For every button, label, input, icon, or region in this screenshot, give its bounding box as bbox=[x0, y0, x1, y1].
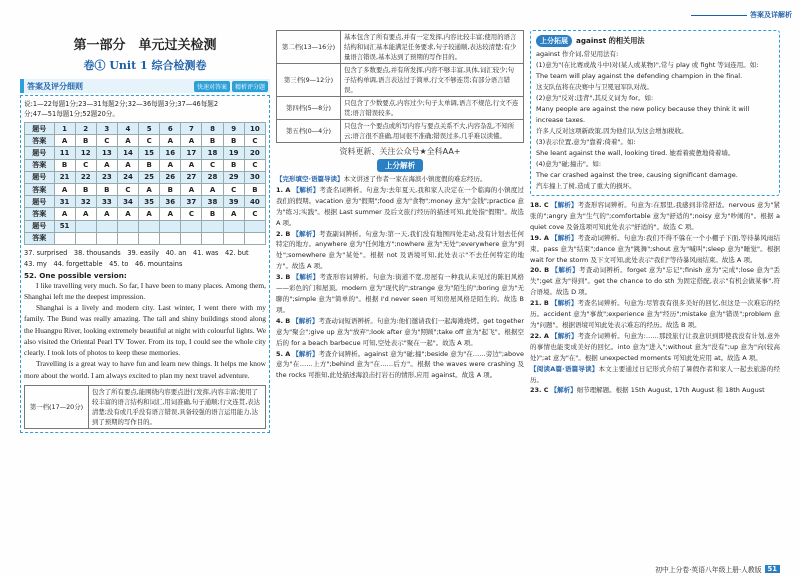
answer-grid-cell bbox=[244, 232, 265, 244]
answer-grid-cell: 3 bbox=[96, 123, 117, 135]
answer-grid-cell: A bbox=[160, 135, 181, 147]
answer-grid-row bbox=[25, 183, 266, 195]
answer-grid-cell: 51 bbox=[54, 220, 75, 232]
rubric-table-right bbox=[276, 30, 524, 143]
answer-grid-cell: 19 bbox=[223, 147, 244, 159]
answer-grid-row bbox=[25, 123, 266, 135]
answer-grid-cell: 13 bbox=[96, 147, 117, 159]
score-line: 分;47—51每题1分;52题20分。 bbox=[24, 110, 119, 118]
extension-header bbox=[536, 35, 774, 47]
badge-quick: 快速对答案 bbox=[194, 81, 230, 92]
answer-grid-cell: 27 bbox=[181, 171, 202, 183]
question-number: 3. B bbox=[276, 273, 291, 282]
answer-grid-cell bbox=[181, 232, 202, 244]
question-number: 5. A bbox=[276, 349, 291, 358]
answer-grid-cell: 39 bbox=[223, 196, 244, 208]
answer-grid-cell: 36 bbox=[160, 196, 181, 208]
analysis-text: 考查形容词辨析。句意为:在那里,我感到非常舒适。nervous 意为"紧张的";angry 意为"生气的";comfortable 意为"舒适的";noisy 意为"吵闹的"。根据 a quiet cove 及备选项可知此处表示"舒适的"。故选 C 项。 bbox=[530, 201, 780, 231]
answer-grid-cell: A bbox=[54, 208, 75, 220]
answer-grid-cell: A bbox=[139, 183, 160, 195]
answer-grid-row bbox=[25, 232, 266, 244]
answer-grid-cell: B bbox=[202, 208, 223, 220]
answer-grid-cell: 38 bbox=[202, 196, 223, 208]
answer-grid-cell: A bbox=[181, 135, 202, 147]
answer-grid-cell: A bbox=[139, 208, 160, 220]
answer-grid-cell: B bbox=[223, 135, 244, 147]
extension-line: (4)意为"碰;撞击"。如: bbox=[536, 160, 602, 168]
answer-grid-cell: B bbox=[223, 159, 244, 171]
analysis-text: 考查介词辨析。句意为:……那段旅行让我意识到即使我没有计划,意外的事情也能变成美好的回忆。into 意为"进入";without 意为"没有";up 意为"向(较高处)";at 意为"在"。根据 unexpected moments 可知此处应用 at。故选 A 项。 bbox=[530, 331, 780, 362]
answer-grid-cell: 2 bbox=[75, 123, 96, 135]
rubric-text: 包含了所有要点,能围绕内容要点进行发挥,内容丰富;使用了较丰富的语言结构和词汇,用词准确,句子通顺;行文连贯,表达清楚;没有或几乎没有语言错误,具备较强的语言运用能力,达到了预期的写作目的。 bbox=[89, 385, 266, 428]
rubric-table-left bbox=[24, 385, 266, 429]
answer-grid-cell: A bbox=[181, 183, 202, 195]
analysis-text: 考查名词辨析。句意为:尽管我有很多美好的回忆,但这是一次难忘的经历。accident 意为"事故";experience 意为"经历";mistake 意为"错误";problem 意为"问题"。根据语境可知此处表示难忘的经历。故选 B 项。 bbox=[530, 299, 780, 329]
answer-grid-cell bbox=[244, 220, 265, 232]
answer-grid-cell: 15 bbox=[139, 147, 160, 159]
rubric-level: 第一档(17—20分) bbox=[25, 385, 89, 428]
analysis-label: 【解析】 bbox=[292, 273, 320, 282]
answer-grid-cell: C bbox=[202, 159, 223, 171]
answer-grid-cell: C bbox=[75, 159, 96, 171]
answer-grid-cell: C bbox=[223, 183, 244, 195]
analysis-text: 考查动词辨析。forget 意为"忘记";finish 意为"完成";lose 意为"丢失";get 意为"得到"。get the chance to do sth 为固定搭配,表示"有机会做某事",符合语境。故选 D 项。 bbox=[530, 266, 780, 297]
answer-grid-cell: 1 bbox=[54, 123, 75, 135]
answer-grid-cell bbox=[96, 232, 117, 244]
answer-grid-row bbox=[25, 159, 266, 171]
analysis-text: 考查动词短语辨析。句意为:他们邀请我们一起海滩烧烤。get together 意为"聚会";give up 意为"放弃";look after 意为"照顾";take off 意为"起飞"。根据空后的 for a beach barbecue 可知,空处表示"聚在一起"。故选 A 项。 bbox=[276, 316, 524, 347]
analysis-text: 考查介词辨析。against 意为"碰;撞";beside 意为"在……旁边";above 意为"在……上方";behind 意为"在……后方"。根据 the waves were crashing 及 the rocks 可推知,此处描述海浪击打岩石的情形,应用 against。故选 A 项。 bbox=[276, 349, 524, 380]
answer-grid-cell: C bbox=[244, 208, 265, 220]
rubric-row bbox=[277, 97, 524, 120]
answer-grid-cell: A bbox=[160, 159, 181, 171]
answer-grid-cell bbox=[75, 220, 96, 232]
analysis-text: 考查动词辨析。句意为:我们不得不躲在一个小棚子下面,等待暴风雨结束。pass 意为"结束";dance 意为"跳舞";shout 意为"喊叫";sleep 意为"睡觉"。根据 wait for the storm 及下文可知,此处表示"我们"等待暴风雨结束。故选 A 项。 bbox=[530, 233, 780, 264]
answer-grid-cell: 14 bbox=[117, 147, 138, 159]
essay-paragraph: Shanghai is a lively and modern city. Last winter, I went there with my family. The Bund was really amazing. The tall and shiny buildings stood along the Huangpu River, looking extremely beautiful at night with colourful lights. We also visited the Oriental Pearl TV Tower. From its top, I could see the whole city clearly. I took lots of photos to keep these memories. bbox=[24, 303, 266, 358]
answer-section-header bbox=[20, 79, 270, 93]
answer-grid-cell: A bbox=[181, 159, 202, 171]
answer-grid-row bbox=[25, 135, 266, 147]
answer-grid-row bbox=[25, 171, 266, 183]
analysis-text: 考查名词辨析。句意为:去年夏天,我和家人决定在一个临海的小镇度过我们的假期。vacation 意为"假期";food 意为"食物";money 意为"金钱";practice 意为"练习;实践"。根据 Last summer 及后文旅行经历的描述可知,此处指"假期"。故选 A 项。 bbox=[276, 185, 524, 227]
answer-grid-cell: 23 bbox=[96, 171, 117, 183]
answer-grid-cell: 8 bbox=[202, 123, 223, 135]
answer-grid-cell: B bbox=[139, 159, 160, 171]
answer-grid-header-cell: 题号 bbox=[25, 171, 55, 183]
answer-grid-cell: A bbox=[96, 208, 117, 220]
answer-grid-cell: B bbox=[75, 183, 96, 195]
right-column bbox=[530, 30, 780, 570]
answer-box bbox=[20, 95, 270, 433]
vocab-line: 43. my 44. forgettable 45. to 46. mountains bbox=[24, 259, 183, 268]
answer-grid-cell bbox=[160, 220, 181, 232]
answer-grid-cell bbox=[117, 220, 138, 232]
analysis-paragraph bbox=[276, 349, 524, 382]
extension-line: The team will play against the defending champion in the final. bbox=[536, 72, 743, 80]
score-line: 说:1—22每题1分;23—31每题2分;32—36每题3分;37—46每题2 bbox=[24, 100, 219, 108]
answer-grid-cell: A bbox=[117, 159, 138, 171]
answer-grid-cell bbox=[96, 220, 117, 232]
analysis-label: 【解析】 bbox=[550, 386, 577, 395]
analysis-paragraph bbox=[530, 265, 780, 298]
analysis-label: 【阅读A篇·语篇导读】 bbox=[530, 364, 599, 373]
middle-column bbox=[276, 30, 524, 570]
analysis-label: 【解析】 bbox=[550, 201, 578, 209]
page-footer bbox=[655, 564, 780, 574]
answer-grid-cell: C bbox=[181, 208, 202, 220]
essay-paragraph: I like travelling very much. So far, I have been to many places. Among them, Shanghai left me the deepest impression. bbox=[24, 280, 266, 302]
rubric-text: 基本包含了所有要点,并有一定发挥,内容比较丰富;使用的语言结构和词汇基本能满足任务要求,句子较通顺,表达较清楚;有少量语言错误,基本达到了预期的写作目的。 bbox=[341, 31, 524, 64]
vocab-answers bbox=[24, 248, 266, 270]
badge-analysis: 精析评分题 bbox=[232, 81, 268, 92]
essay-title: 52. One possible version: bbox=[24, 270, 127, 280]
left-column bbox=[20, 30, 270, 570]
answer-grid-cell: A bbox=[54, 135, 75, 147]
analysis-list bbox=[276, 174, 524, 381]
rubric-level: 第五档(0—4分) bbox=[277, 120, 341, 143]
question-number: 4. B bbox=[276, 316, 291, 325]
analysis-label: 【解析】 bbox=[292, 229, 319, 238]
answer-grid-cell bbox=[117, 232, 138, 244]
rubric-text: 包含了多数要点,并有所发挥,内容不够丰富,具体,词汇较少;句子结构单调,语言表达过于简单,行文不够连贯;有部分语言错误。 bbox=[341, 64, 524, 97]
analysis-paragraph bbox=[276, 174, 524, 185]
answer-grid bbox=[24, 122, 266, 245]
extension-line: against 作介词,常见用法有: bbox=[536, 50, 619, 58]
analysis-paragraph bbox=[276, 316, 524, 349]
answer-grid-cell: 35 bbox=[139, 196, 160, 208]
question-number: 2. B bbox=[276, 229, 291, 238]
essay-paragraph: Travelling is a great way to have fun and learn new things. It helps me know more about the world. I am always excited to plan my next travel adventure. bbox=[24, 359, 266, 380]
answer-grid-cell: A bbox=[117, 135, 138, 147]
vocab-line: 37. surprised 38. thousands 39. easily 40. an 41. was 42. but bbox=[24, 248, 249, 257]
answer-grid-cell: 21 bbox=[54, 171, 75, 183]
answer-grid-cell: 34 bbox=[117, 196, 138, 208]
page-number: 51 bbox=[765, 565, 780, 573]
question-number: 23. C bbox=[530, 386, 549, 395]
answer-grid-cell: A bbox=[54, 183, 75, 195]
answer-grid-header-cell: 题号 bbox=[25, 147, 55, 159]
answer-grid-cell: B bbox=[75, 135, 96, 147]
answer-grid-cell: B bbox=[160, 183, 181, 195]
question-number: 18. C bbox=[530, 201, 549, 209]
answer-grid-cell: A bbox=[117, 208, 138, 220]
analysis-paragraph bbox=[530, 233, 780, 266]
answer-grid-cell: 24 bbox=[117, 171, 138, 183]
rubric-level: 第二档(13—16分) bbox=[277, 31, 341, 64]
analysis-text: 考查形容词辨析。句意为:街道不宽,房屋有一种我从未见过的陈旧风格——彩色的门和屋顶。modern 意为"现代的";strange 意为"陌生的";boring 意为"无聊的";simple 意为"简单的"。根据 I'd never seen 可知房屋风格是陌生的。故选 B 项。 bbox=[276, 273, 524, 314]
analysis-paragraph bbox=[530, 385, 780, 396]
rubric-level: 第四档(5—8分) bbox=[277, 97, 341, 120]
analysis-list bbox=[530, 200, 780, 396]
answer-grid-cell: C bbox=[139, 135, 160, 147]
analysis-paragraph bbox=[276, 229, 524, 273]
answer-grid-cell bbox=[139, 232, 160, 244]
analysis-label: 【解析】 bbox=[292, 349, 319, 358]
answer-grid-cell: B bbox=[244, 183, 265, 195]
extension-line: (1)意为"(在比赛或战斗中)对(某人或某物)",常与 play 或 fight 等词连用。如: bbox=[536, 61, 759, 69]
rubric-row bbox=[277, 64, 524, 97]
answer-grid-cell: A bbox=[160, 208, 181, 220]
part-title: 第一部分 单元过关检测 bbox=[73, 38, 217, 53]
answer-grid-cell bbox=[75, 232, 96, 244]
answer-grid-cell: 33 bbox=[96, 196, 117, 208]
extension-line: She leant against the wall, looking tired. 她看着疲惫地倚着墙。 bbox=[536, 149, 735, 157]
answer-grid-cell: A bbox=[96, 159, 117, 171]
answer-grid-header-cell: 答案 bbox=[25, 135, 55, 147]
answer-grid-cell: A bbox=[75, 208, 96, 220]
analysis-label: 【解析】 bbox=[551, 299, 578, 308]
rubric-row bbox=[25, 385, 266, 428]
answer-grid-cell: 18 bbox=[202, 147, 223, 159]
answer-grid-cell: B bbox=[54, 159, 75, 171]
answer-grid-cell: 26 bbox=[160, 171, 181, 183]
answer-grid-cell: 4 bbox=[117, 123, 138, 135]
answer-grid-cell: 5 bbox=[139, 123, 160, 135]
answer-grid-cell: 11 bbox=[54, 147, 75, 159]
extension-tag: 上分拓展 bbox=[536, 35, 572, 47]
question-number: 1. A bbox=[276, 185, 291, 194]
extension-line: 这支队伍将在决赛中与卫冕冠军队对战。 bbox=[536, 83, 653, 91]
answer-grid-cell: B bbox=[202, 135, 223, 147]
answer-grid-cell: B bbox=[96, 183, 117, 195]
extension-title: against 的相关用法 bbox=[576, 36, 645, 45]
analysis-label: 【解析】 bbox=[551, 331, 578, 340]
analysis-label: 【完形填空·语篇导读】 bbox=[276, 175, 344, 183]
answer-grid-header-cell: 题号 bbox=[25, 220, 55, 232]
analysis-paragraph bbox=[276, 272, 524, 316]
analysis-paragraph bbox=[530, 200, 780, 233]
analysis-paragraph bbox=[530, 331, 780, 364]
answer-grid-cell: 7 bbox=[181, 123, 202, 135]
answer-grid-header-cell: 答案 bbox=[25, 183, 55, 195]
extension-line: (2)意为"反对;违背",其反义词为 for。如: bbox=[536, 94, 654, 102]
answer-grid-cell bbox=[223, 220, 244, 232]
answer-grid-cell bbox=[139, 220, 160, 232]
answer-grid-cell: 20 bbox=[244, 147, 265, 159]
sub-title: 卷① Unit 1 综合检测卷 bbox=[83, 59, 207, 72]
answer-grid-header-cell: 答案 bbox=[25, 208, 55, 220]
answer-grid-cell: 28 bbox=[202, 171, 223, 183]
answer-grid-cell: 32 bbox=[75, 196, 96, 208]
question-number: 21. B bbox=[530, 299, 549, 308]
answer-grid-cell bbox=[202, 220, 223, 232]
answer-grid-cell: C bbox=[244, 159, 265, 171]
answer-grid-cell: 30 bbox=[244, 171, 265, 183]
rubric-level: 第三档(9—12分) bbox=[277, 64, 341, 97]
extension-line: 汽车撞上了树,造成了重大的损坏。 bbox=[536, 182, 636, 190]
answer-grid-cell: 22 bbox=[75, 171, 96, 183]
analysis-text: 本文讲述了作者一家在海滨小镇度假的难忘经历。 bbox=[343, 175, 487, 183]
analysis-label: 【解析】 bbox=[292, 316, 319, 325]
analysis-paragraph bbox=[530, 364, 780, 386]
answer-grid-header-cell: 题号 bbox=[25, 123, 55, 135]
answer-section-title: 答案及评分细则 bbox=[27, 81, 83, 91]
promo-text: 资料更新、关注公众号★全科AA+ bbox=[339, 147, 461, 156]
rubric-row bbox=[277, 31, 524, 64]
answer-grid-cell: 25 bbox=[139, 171, 160, 183]
answer-grid-cell: 31 bbox=[54, 196, 75, 208]
extension-box bbox=[530, 30, 780, 196]
answer-grid-cell: 12 bbox=[75, 147, 96, 159]
answer-grid-cell: C bbox=[117, 183, 138, 195]
answer-grid-cell: C bbox=[244, 135, 265, 147]
answer-grid-cell bbox=[181, 220, 202, 232]
answer-grid-cell: 29 bbox=[223, 171, 244, 183]
answer-grid-cell: A bbox=[223, 208, 244, 220]
analysis-label: 【解析】 bbox=[551, 266, 579, 275]
answer-grid-cell: 40 bbox=[244, 196, 265, 208]
answer-grid-row bbox=[25, 196, 266, 208]
analysis-label: 【解析】 bbox=[551, 233, 578, 242]
analysis-paragraph bbox=[530, 298, 780, 331]
extension-line: (3)表示位置,意为"靠着;倚着"。如: bbox=[536, 138, 636, 146]
answer-grid-cell bbox=[54, 232, 75, 244]
answer-grid-header-cell: 答案 bbox=[25, 159, 55, 171]
extension-line: Many people are against the new policy because they think it will increase taxes. bbox=[536, 105, 750, 124]
question-number: 22. A bbox=[530, 331, 549, 340]
extension-lines bbox=[536, 49, 774, 192]
extension-line: 许多人反对这项新政策,因为他们认为这会增加税收。 bbox=[536, 127, 688, 135]
rubric-text: 只包含了少数要点,内容过少;句子太单调,语言不规范,行文不连贯;语言错误较多。 bbox=[341, 97, 524, 120]
footer-text: 初中上分卷·英语八年级上册·人教版 bbox=[655, 566, 762, 574]
analysis-header bbox=[276, 159, 524, 172]
analysis-title: 上分解析 bbox=[377, 159, 423, 172]
answer-grid-cell bbox=[160, 232, 181, 244]
extension-line: The car crashed against the tree, causing significant damage. bbox=[536, 171, 738, 179]
answer-grid-cell: C bbox=[96, 135, 117, 147]
analysis-text: 考查副词辨析。句意为:第一天,我们没有地图四处走动,没有计划去任何特定的地方。anywhere 意为"任何地方";nowhere 意为"无处";everywhere 意为"到处";somewhere 意为"某处"。根据 not 及语境可知,此处表示"不去任何特定的地方"。故选 A 项。 bbox=[276, 229, 524, 271]
rubric-row bbox=[277, 120, 524, 143]
answer-grid-cell bbox=[223, 232, 244, 244]
answer-grid-cell: 9 bbox=[223, 123, 244, 135]
answer-grid-cell: 16 bbox=[160, 147, 181, 159]
answer-grid-cell bbox=[202, 232, 223, 244]
question-number: 20. B bbox=[530, 266, 550, 275]
answer-grid-header-cell: 题号 bbox=[25, 196, 55, 208]
analysis-text: 细节理解题。根据 15th August, 17th August 和 18th August bbox=[576, 386, 765, 395]
answer-grid-header-cell: 答案 bbox=[25, 232, 55, 244]
rubric-text: 只包含一个要点或所写内容与要点关系不大,内容杂乱,不知所云;语言很不准确,用词很不准确;错误过多,几乎难以读懂。 bbox=[341, 120, 524, 143]
answer-grid-cell: 10 bbox=[244, 123, 265, 135]
essay bbox=[24, 280, 266, 381]
question-number: 19. A bbox=[530, 233, 549, 242]
answer-grid-row bbox=[25, 208, 266, 220]
answer-grid-row bbox=[25, 220, 266, 232]
answer-grid-cell: A bbox=[202, 183, 223, 195]
analysis-paragraph bbox=[276, 185, 524, 229]
answer-grid-row bbox=[25, 147, 266, 159]
answer-grid-cell: 17 bbox=[181, 147, 202, 159]
answer-grid-cell: 6 bbox=[160, 123, 181, 135]
header-tag: 答案及详解析 bbox=[691, 10, 792, 20]
analysis-text: 本文主要通过日记形式介绍了暑假作者和家人一起去旅游的经历。 bbox=[530, 364, 780, 384]
analysis-label: 【解析】 bbox=[292, 185, 320, 194]
answer-grid-cell: 37 bbox=[181, 196, 202, 208]
